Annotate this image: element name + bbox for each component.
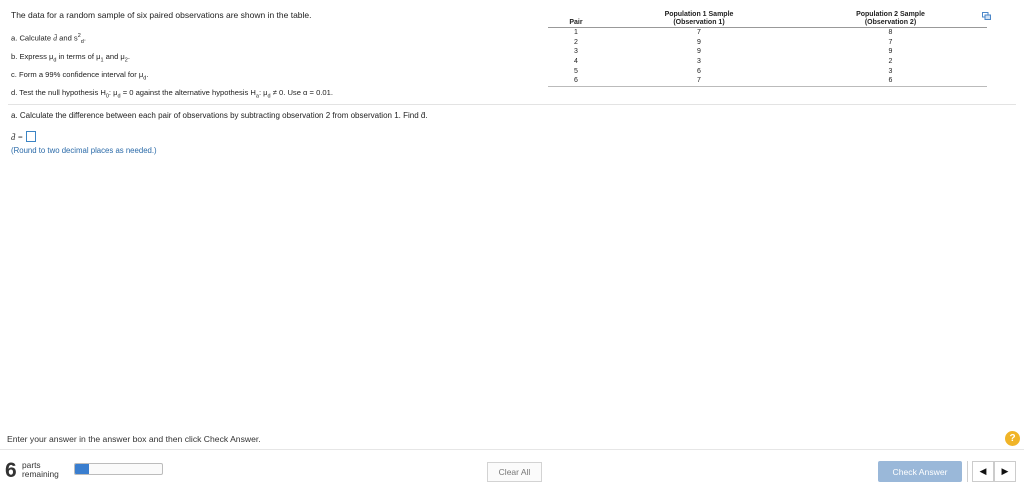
part-b <box>11 50 333 68</box>
header-observation-1 <box>604 11 794 28</box>
cell-obs2: 2 <box>888 58 893 66</box>
subscript: a <box>255 93 259 100</box>
table-row <box>548 66 987 76</box>
header-pair: Pair <box>548 11 604 28</box>
next-arrow-icon[interactable]: ▶ <box>994 461 1016 482</box>
cell-obs1: 9 <box>697 38 701 46</box>
superscript: 2 <box>77 33 81 39</box>
section-divider <box>8 104 1016 105</box>
parts-remaining-count: 6 <box>5 459 17 482</box>
button-separator <box>967 461 968 482</box>
part-c-end: . <box>146 69 149 79</box>
part-a-text: a. Calculate <box>11 33 54 43</box>
table-row <box>548 38 987 48</box>
subscript: 2 <box>124 57 128 64</box>
instruction-text: Enter your answer in the answer box and then click Check Answer. <box>7 434 261 444</box>
part-c <box>11 68 333 86</box>
help-icon[interactable]: ? <box>1005 431 1020 446</box>
part-d-text: d. Test the null hypothesis H <box>11 87 106 97</box>
part-a-end: . <box>83 33 86 43</box>
check-answer-button[interactable]: Check Answer <box>878 461 962 482</box>
cell-obs1: 7 <box>604 76 794 86</box>
table-row <box>548 57 987 67</box>
header-obs2-line2: (Observation 2) <box>864 19 917 26</box>
cell-obs2: 6 <box>794 76 987 86</box>
part-d <box>11 86 333 104</box>
cell-obs2: 7 <box>888 38 893 46</box>
parts-label-line2: remaining <box>22 469 59 479</box>
answer-label: d̄ = <box>11 131 24 142</box>
part-d-mid: = 0 against the alternative hypothesis H <box>120 87 256 97</box>
part-d-mid: : μ <box>108 87 118 97</box>
clear-all-button[interactable]: Clear All <box>487 462 542 482</box>
part-a-mid: and s <box>57 33 78 43</box>
header-obs1-line1: Population 1 Sample <box>664 11 734 18</box>
table-row <box>548 28 987 38</box>
cell-pair: 1 <box>574 29 578 37</box>
table-header-row <box>548 11 987 28</box>
cell-pair: 3 <box>574 48 578 56</box>
rounding-hint: (Round to two decimal places as needed.) <box>11 146 157 155</box>
header-observation-2 <box>794 11 987 28</box>
d-bar-answer-input[interactable] <box>26 131 36 142</box>
cell-obs1: 7 <box>697 29 701 37</box>
subscript: 1 <box>100 57 104 64</box>
cell-obs2: 3 <box>888 67 893 75</box>
cell-obs2: 8 <box>888 29 893 37</box>
question-a: a. Calculate the difference between each pair of observations by subtracting observation 2 from observation 1. Find d̄. <box>11 111 428 120</box>
cell-pair: 6 <box>548 76 604 86</box>
subscript: d <box>117 93 121 100</box>
footer-divider <box>0 449 1024 450</box>
parts-label-line1: parts <box>22 460 41 470</box>
parts-remaining-label <box>22 461 59 479</box>
copy-icon[interactable] <box>982 12 991 20</box>
problem-intro: The data for a random sample of six paired observations are shown in the table. <box>11 10 312 20</box>
problem-parts <box>11 30 333 104</box>
header-obs1-line2: (Observation 1) <box>673 19 725 26</box>
table-row <box>548 76 987 86</box>
data-table <box>548 11 987 87</box>
subscript: 0 <box>105 93 109 100</box>
progress-fill <box>75 464 89 474</box>
cell-pair: 4 <box>574 58 578 66</box>
part-c-text: c. Form a 99% confidence interval for μ <box>11 69 144 79</box>
part-a <box>11 30 333 50</box>
subscript: d <box>80 39 84 46</box>
part-b-and: and μ <box>103 51 125 61</box>
part-b-mid: in terms of μ <box>56 51 101 61</box>
header-obs2-line1: Population 2 Sample <box>856 11 925 18</box>
d-bar-symbol: d̄ <box>53 33 58 43</box>
subscript: d <box>267 93 271 100</box>
part-b-text: b. Express μ <box>11 51 54 61</box>
prev-arrow-icon[interactable]: ◀ <box>972 461 994 482</box>
subscript: d <box>143 75 147 82</box>
table-row <box>548 47 987 57</box>
part-d-mid: : μ <box>258 87 268 97</box>
subscript: d <box>53 57 57 64</box>
cell-obs2: 9 <box>888 48 893 56</box>
cell-obs1: 9 <box>697 48 701 56</box>
part-d-end: ≠ 0. Use α = 0.01. <box>270 87 333 97</box>
cell-obs1: 6 <box>697 67 701 75</box>
progress-bar <box>74 463 163 475</box>
answer-row <box>11 131 36 142</box>
cell-pair: 5 <box>574 67 578 75</box>
cell-obs1: 3 <box>697 58 701 66</box>
cell-pair: 2 <box>574 38 578 46</box>
part-b-end: . <box>127 51 130 61</box>
